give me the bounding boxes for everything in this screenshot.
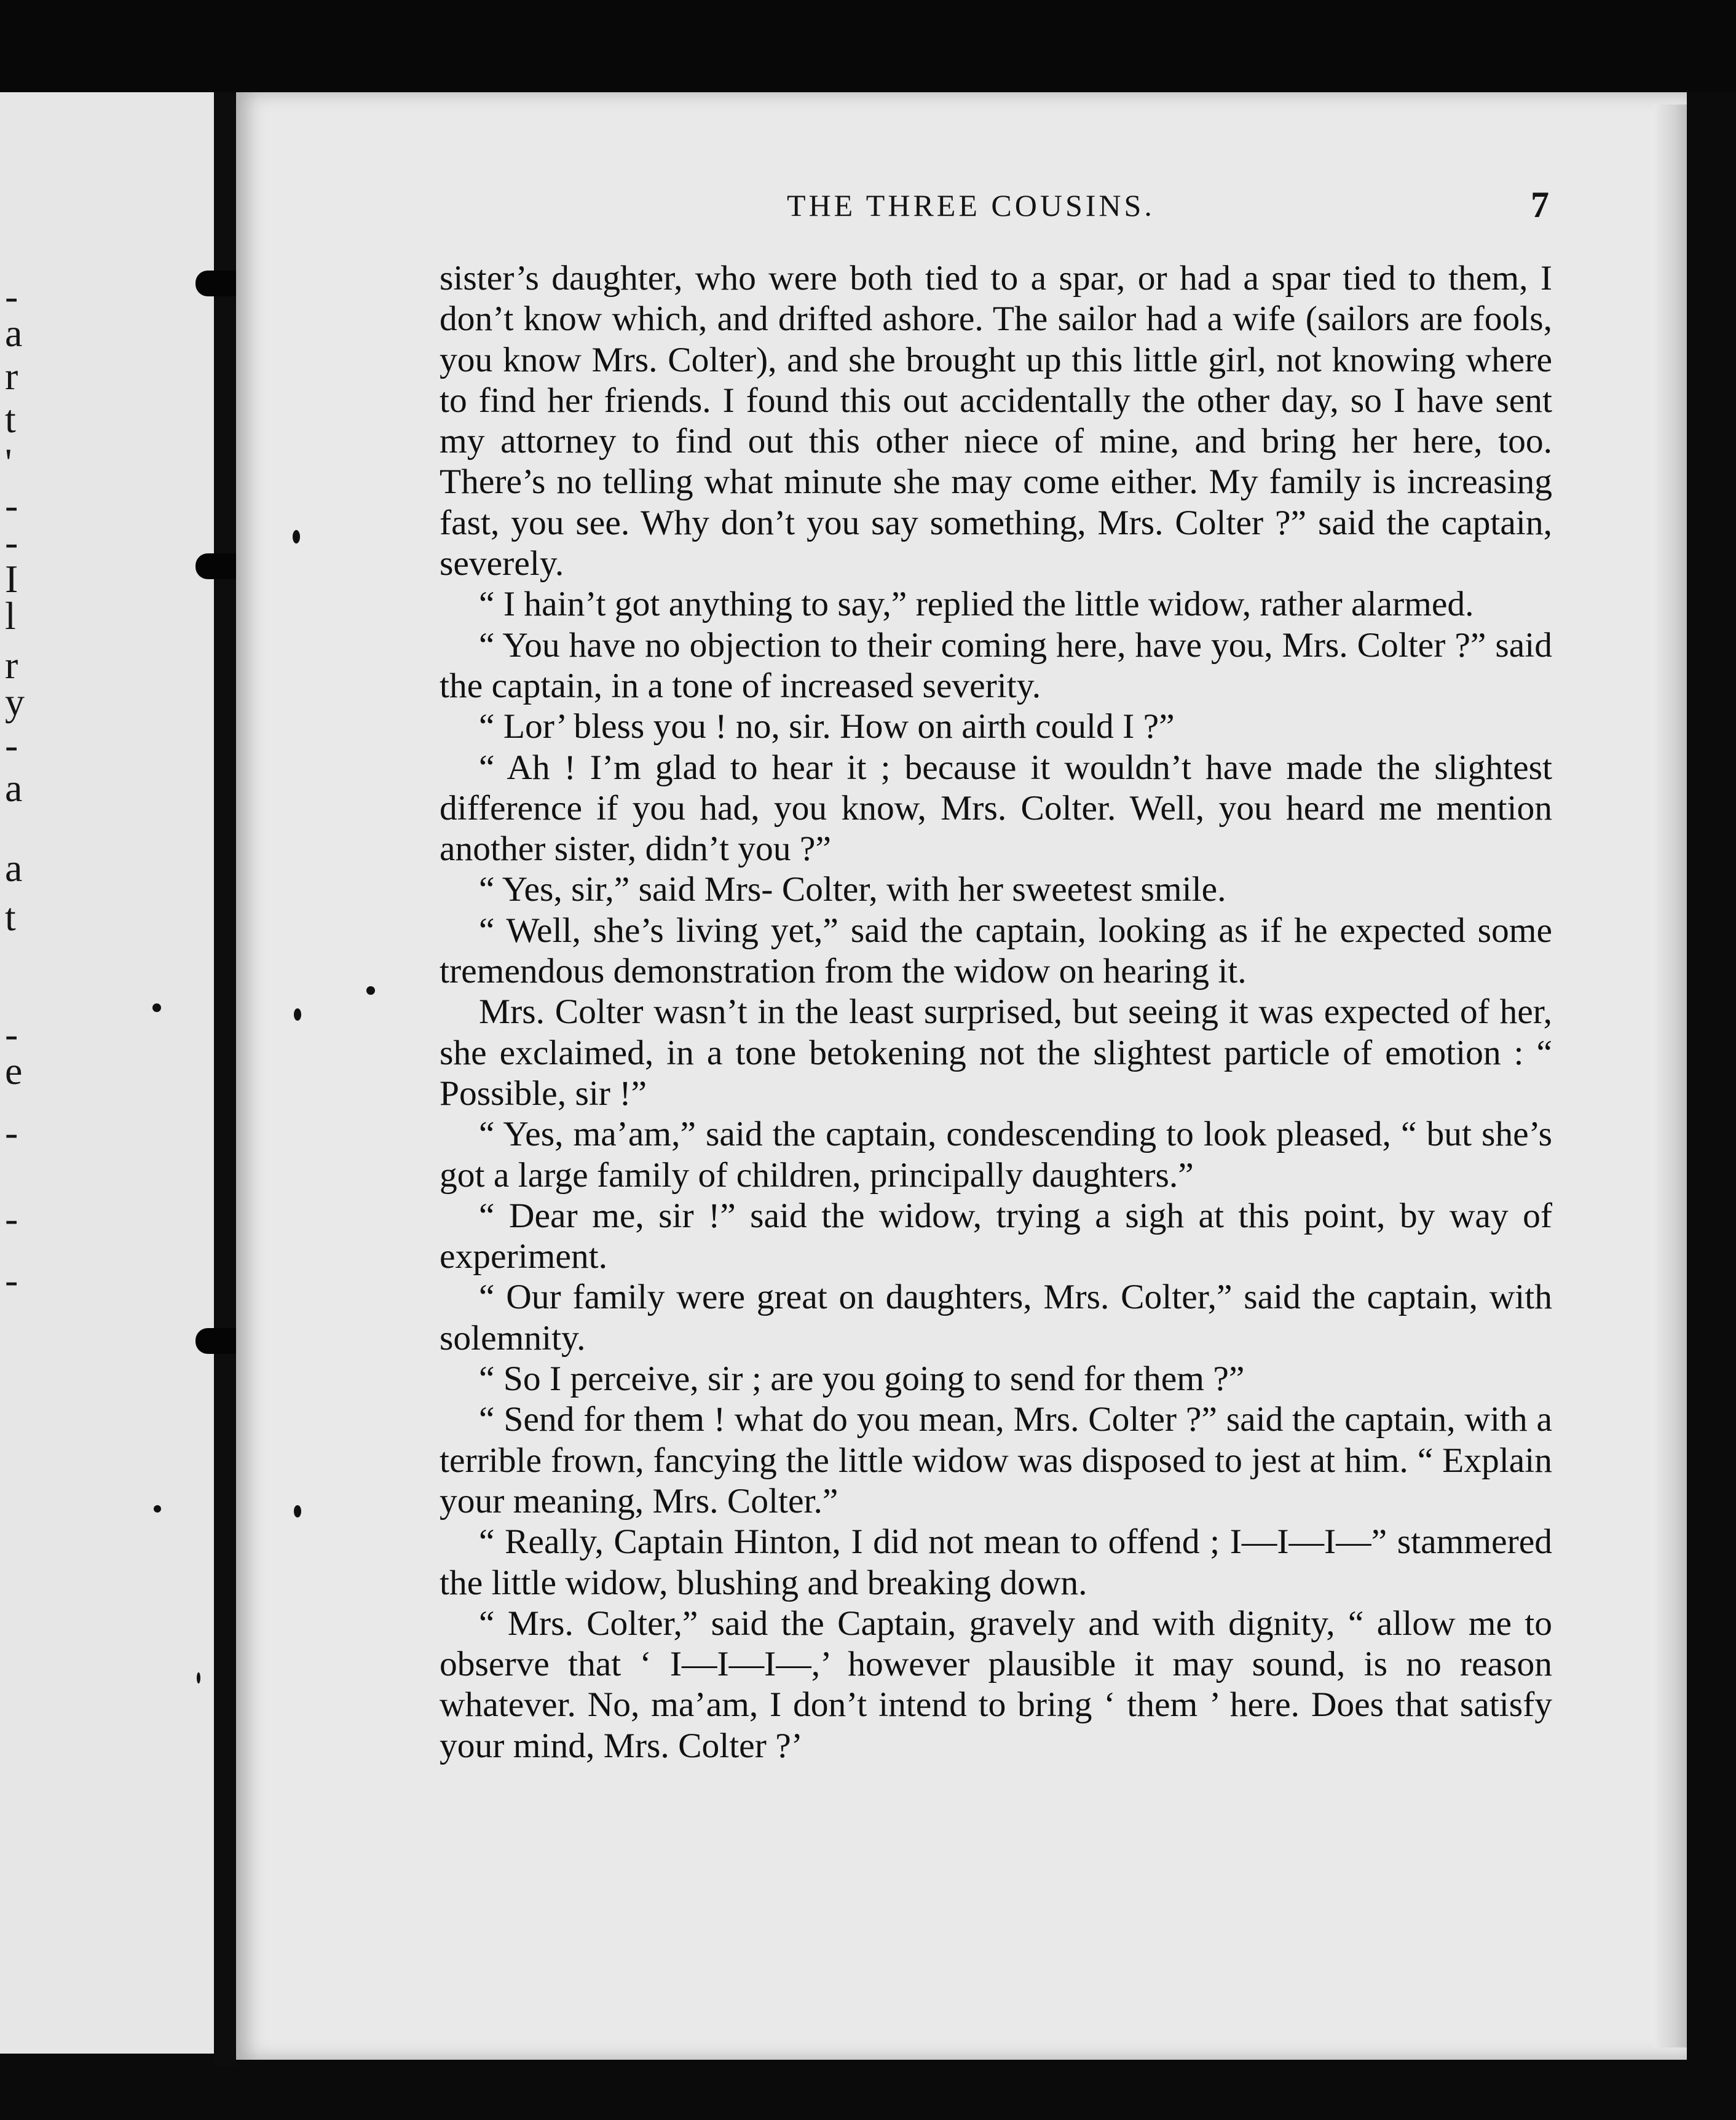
paragraph: “ Yes, ma’am,” said the captain, condescending to look pleased, “ but she’s got a large family of children, principally daughters.” (440, 1115, 1552, 1195)
facing-page-fragment: t (5, 895, 16, 939)
page-edge-shading (1654, 105, 1687, 2047)
facing-page-fragment: - (5, 723, 18, 767)
paragraph: “ Our family were great on daughters, Mrs. Colter,” said the captain, with solemnity. (440, 1278, 1552, 1358)
paragraph: “ Really, Captain Hinton, I did not mean to offend ; I—I—I—” stammered the little widow, blushing and breaking down. (440, 1522, 1552, 1602)
facing-page-letter-fragments (0, 92, 49, 2054)
running-title: THE THREE COUSINS. (787, 188, 1155, 223)
dust-speck (294, 1505, 301, 1517)
page-number: 7 (1531, 184, 1549, 225)
dust-speck (152, 1003, 161, 1012)
facing-page-fragment: r (5, 354, 18, 398)
facing-page-fragment: a (5, 311, 23, 355)
dust-speck (197, 1672, 200, 1683)
facing-page-fragment: r (5, 643, 18, 687)
facing-page-fragment: e (5, 1049, 23, 1093)
facing-page-fragment: - (5, 520, 18, 564)
dust-speck (294, 1008, 301, 1021)
dust-speck (293, 530, 300, 544)
paragraph: “ Yes, sir,” said Mrs- Colter, with her sweetest smile. (479, 870, 1226, 909)
running-head (440, 184, 1549, 231)
paragraph: “ Dear me, sir !” said the widow, trying a sigh at this point, by way of experiment. (440, 1196, 1552, 1276)
paragraph: “ So I perceive, sir ; are you going to send for them ?” (479, 1359, 1245, 1399)
dust-speck (366, 986, 375, 995)
facing-page-fragment: - (5, 483, 18, 527)
facing-page-edge (0, 92, 218, 2054)
facing-page-fragment: l (5, 594, 16, 638)
facing-page-fragment: I (5, 557, 18, 601)
paragraph: “ Well, she’s living yet,” said the captain, looking as if he expected some tremendous demonstration from the widow on hearing it. (440, 911, 1552, 991)
facing-page-fragment: - (5, 1196, 18, 1240)
paragraph: “ I hain’t got anything to say,” replied the little widow, rather alarmed. (479, 585, 1474, 624)
paragraph: “ Send for them ! what do you mean, Mrs. Colter ?” said the captain, with a terrible frown, fancying the little widow was disposed to jest at him. “ Explain your meaning, Mrs. Colter.” (440, 1400, 1552, 1521)
scan-top-border (0, 0, 1736, 92)
facing-page-fragment: y (5, 680, 25, 724)
binding-gutter (214, 92, 236, 2066)
facing-page-fragment: a (5, 846, 23, 890)
facing-page-fragment: t (5, 397, 16, 441)
facing-page-fragment: - (5, 274, 18, 318)
body-text (440, 258, 1552, 1766)
facing-page-fragment: - (5, 1258, 18, 1302)
facing-page-fragment: - (5, 1012, 18, 1056)
paragraph: “ You have no objection to their coming here, have you, Mrs. Colter ?” said the captain, in a tone of increased severity. (440, 625, 1552, 705)
facing-page-fragment: ' (5, 440, 12, 484)
facing-page-fragment: - (5, 1110, 18, 1154)
paragraph: sister’s daughter, who were both tied to a spar, or had a spar tied to them, I don’t know which, and drifted ashore. The sailor had a wife (sailors are fools, you know Mrs. Colter), and she brought up this little girl, not knowing where to find her friends. I found this out accidentally the other day, so I have sent my attorney to find out this other niece of mine, and bring her here, too. There’s no telling what minute she may come either. My family is increasing fast, you see. Why don’t you say something, Mrs. Colter ?” said the captain, severely. (440, 259, 1552, 583)
paragraph: “ Mrs. Colter,” said the Captain, gravely and with dignity, “ allow me to observe that ‘ I—I—I—,’ however plausible it may sound, is no reason whatever. No, ma’am, I don’t intend to bring ‘ them ’ here. Does that satisfy your mind, Mrs. Colter ?’ (440, 1604, 1552, 1765)
dust-speck (154, 1505, 161, 1513)
paragraph: “ Lor’ bless you ! no, sir. How on airth could I ?” (479, 707, 1175, 746)
facing-page-fragment: a (5, 766, 23, 810)
paragraph: “ Ah ! I’m glad to hear it ; because it wouldn’t have made the slightest difference if you had, you know, Mrs. Colter. Well, you heard me mention another sister, didn’t you ?” (440, 748, 1552, 869)
paragraph: Mrs. Colter wasn’t in the least surprised, but seeing it was expected of her, she exclaimed, in a tone betokening not the slightest particle of emotion : “ Possible, sir !” (440, 992, 1552, 1113)
